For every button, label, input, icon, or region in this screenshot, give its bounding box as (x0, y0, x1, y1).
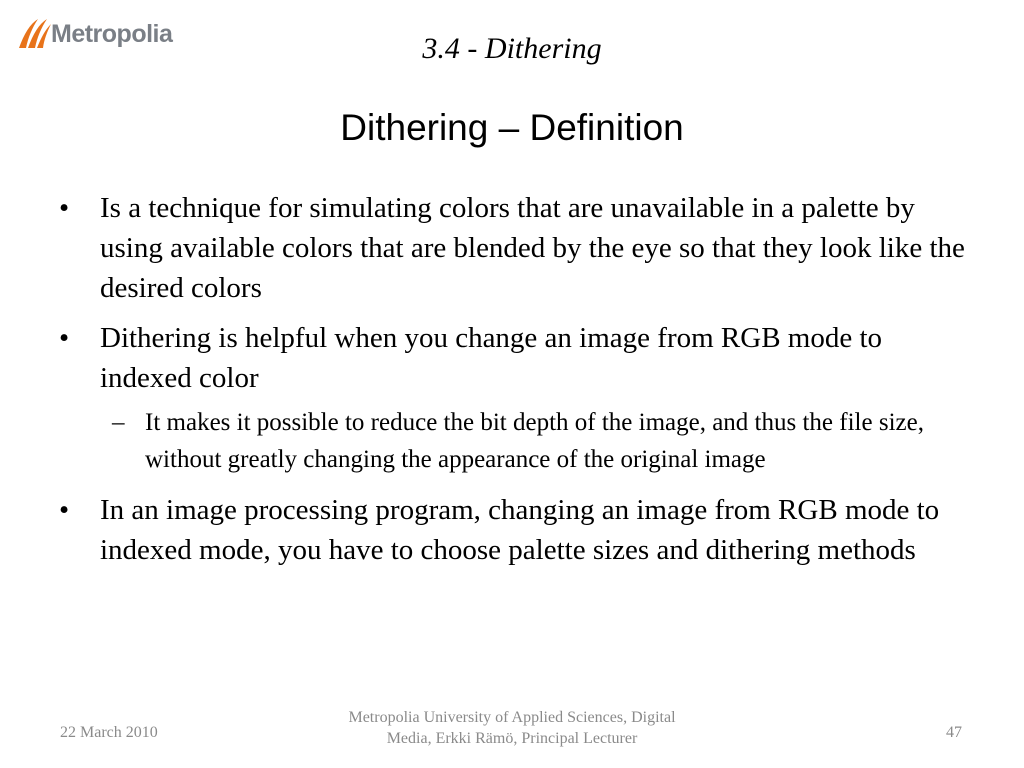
bullet-marker: • (59, 494, 70, 526)
slide-title: Dithering – Definition (340, 107, 684, 148)
slide-content (56, 188, 966, 580)
page-number: 47 (946, 724, 962, 741)
slide-footer (0, 698, 1024, 768)
section-subtitle: 3.4 - Dithering (422, 32, 602, 65)
bullet-item (56, 490, 966, 570)
sub-bullet-item (100, 404, 966, 478)
bullet-item (56, 188, 966, 308)
bullet-text: In an image processing program, changing an image from RGB mode to indexed mode, you have to choose palette sizes and dithering methods (100, 494, 940, 566)
footer-author (310, 707, 714, 749)
bullet-text: Is a technique for simulating colors that are unavailable in a palette by using available colors that are blended by the eye so that they look like the desired colors (100, 192, 965, 304)
bullet-text: Dithering is helpful when you change an image from RGB mode to indexed color (100, 322, 883, 394)
footer-author-line1: Metropolia University of Applied Sciences, Digital (348, 709, 676, 726)
sub-bullet-marker: – (112, 409, 125, 436)
logo-text: Metropolia (51, 20, 173, 48)
footer-author-line2: Media, Erkki Rämö, Principal Lecturer (386, 730, 638, 747)
bullet-marker: • (59, 322, 70, 354)
bullet-item (56, 318, 966, 398)
sub-bullet-text: It makes it possible to reduce the bit depth of the image, and thus the file size, without greatly changing the appearance of the original image (145, 409, 924, 473)
footer-date: 22 March 2010 (60, 724, 158, 741)
bullet-marker: • (59, 192, 70, 224)
